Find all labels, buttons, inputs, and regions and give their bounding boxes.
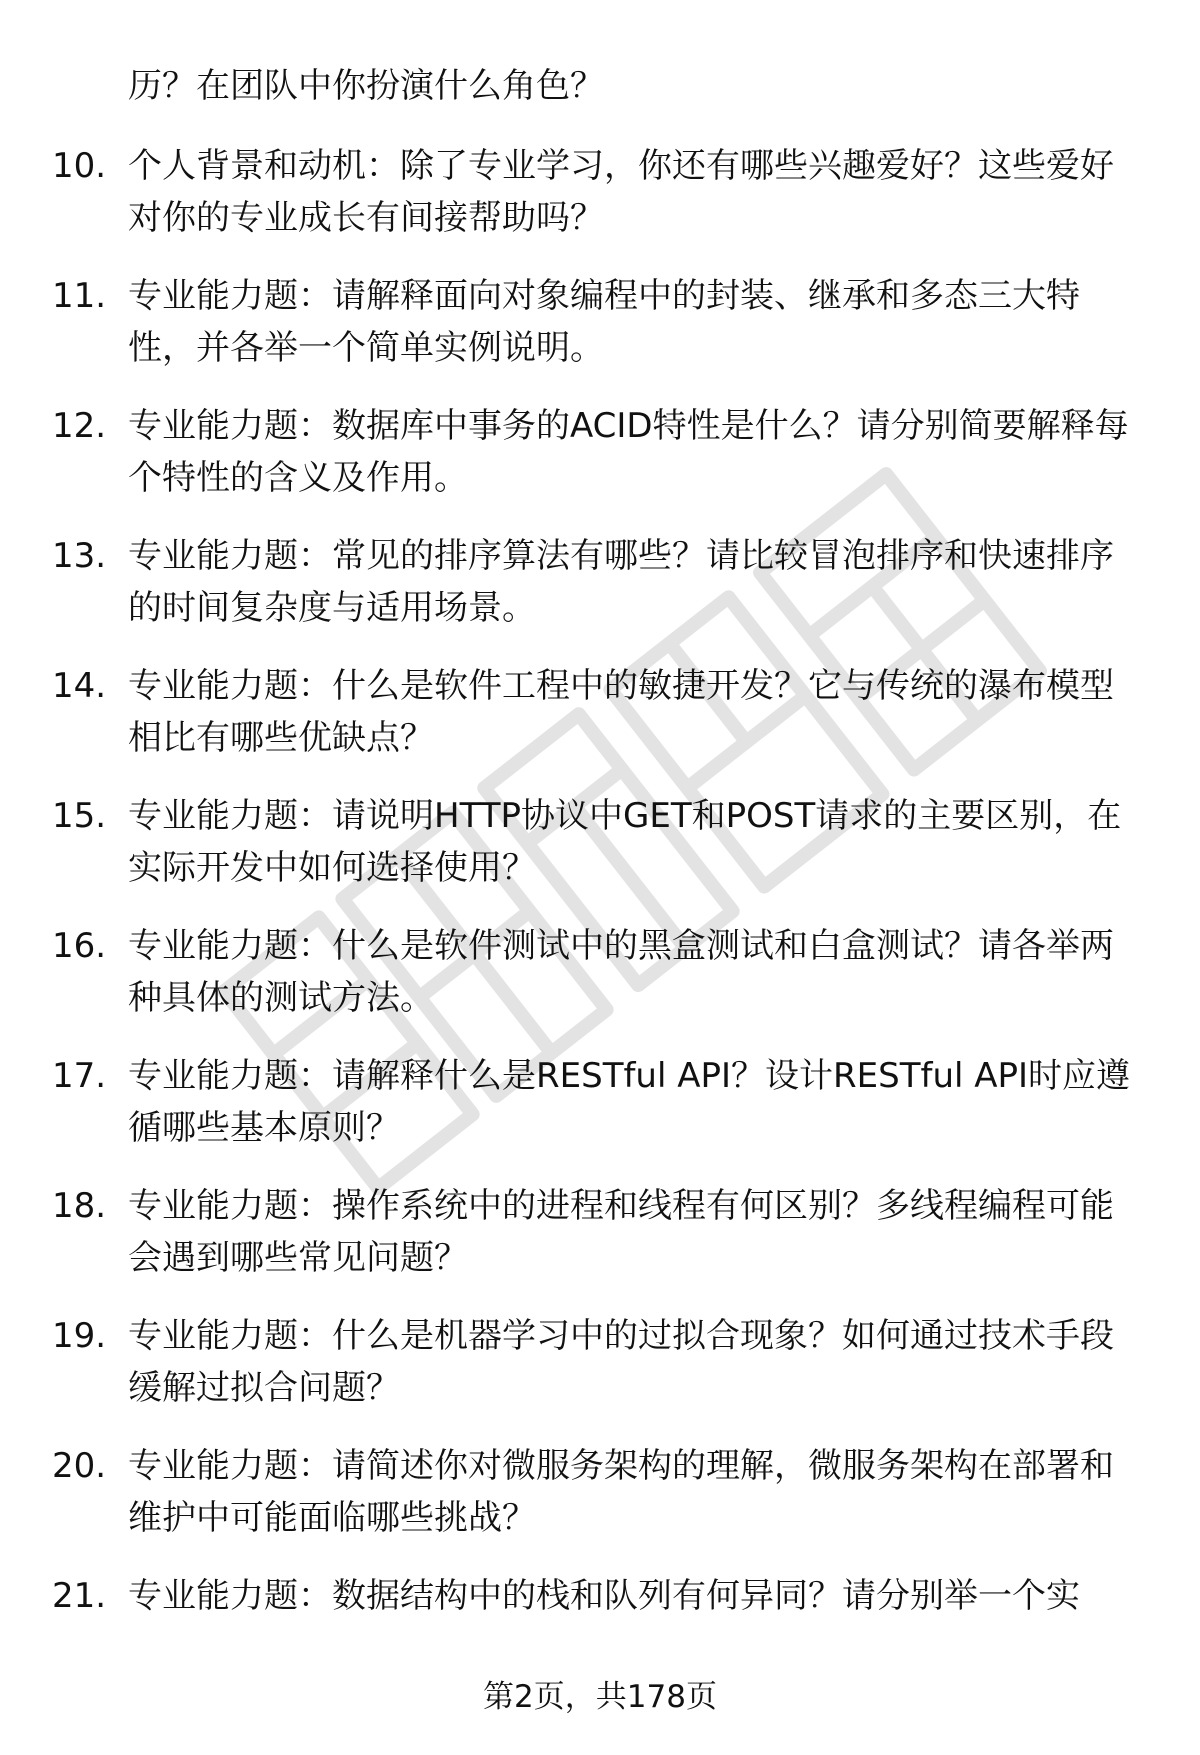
question-text: 专业能力题：什么是软件工程中的敏捷开发？它与传统的瀑布模型相比有哪些优缺点？ [128, 666, 1114, 758]
question-text: 专业能力题：什么是机器学习中的过拟合现象？如何通过技术手段缓解过拟合问题？ [128, 1316, 1114, 1408]
question-number: 13. [52, 536, 107, 576]
question-number: 12. [52, 406, 107, 446]
question-list [0, 140, 1200, 1700]
page-footer: 第2页，共178页 [483, 1679, 717, 1715]
question-item [0, 530, 1200, 660]
question-number: 18. [52, 1186, 107, 1226]
question-text: 专业能力题：请解释什么是RESTful API？设计RESTful API时应遵循哪些基本原则？ [128, 1056, 1131, 1148]
question-item [0, 920, 1200, 1050]
question-number: 10. [52, 146, 107, 186]
question-item [0, 660, 1200, 790]
question-number: 14. [52, 666, 107, 706]
question-text: 个人背景和动机：除了专业学习，你还有哪些兴趣爱好？这些爱好对你的专业成长有间接帮助吗？ [128, 146, 1114, 238]
question-text: 专业能力题：什么是软件测试中的黑盒测试和白盒测试？请各举两种具体的测试方法。 [128, 926, 1114, 1018]
question-text: 专业能力题：操作系统中的进程和线程有何区别？多线程编程可能会遇到哪些常见问题？ [128, 1186, 1114, 1278]
question-item [0, 1180, 1200, 1310]
question-item [0, 1440, 1200, 1570]
question-item [0, 1050, 1200, 1180]
continued-question-text: 历？在团队中你扮演什么角色？ [128, 66, 604, 106]
question-text: 专业能力题：常见的排序算法有哪些？请比较冒泡排序和快速排序的时间复杂度与适用场景。 [128, 536, 1114, 628]
question-number: 16. [52, 926, 107, 966]
question-text: 专业能力题：数据结构中的栈和队列有何异同？请分别举一个实 [128, 1576, 1080, 1616]
question-text: 专业能力题：请说明HTTP协议中GET和POST请求的主要区别，在实际开发中如何选择使用？ [128, 796, 1122, 888]
question-item [0, 790, 1200, 920]
question-number: 20. [52, 1446, 107, 1486]
question-item [0, 400, 1200, 530]
question-number: 19. [52, 1316, 107, 1356]
question-number: 21. [52, 1576, 107, 1616]
question-item [0, 140, 1200, 270]
question-text: 专业能力题：数据库中事务的ACID特性是什么？请分别简要解释每个特性的含义及作用。 [128, 406, 1129, 498]
question-text: 专业能力题：请简述你对微服务架构的理解，微服务架构在部署和维护中可能面临哪些挑战？ [128, 1446, 1114, 1538]
question-number: 11. [52, 276, 107, 316]
question-text: 专业能力题：请解释面向对象编程中的封装、继承和多态三大特性，并各举一个简单实例说明。 [128, 276, 1080, 368]
question-number: 17. [52, 1056, 107, 1096]
question-item [0, 270, 1200, 400]
question-number: 15. [52, 796, 107, 836]
question-item [0, 1310, 1200, 1440]
